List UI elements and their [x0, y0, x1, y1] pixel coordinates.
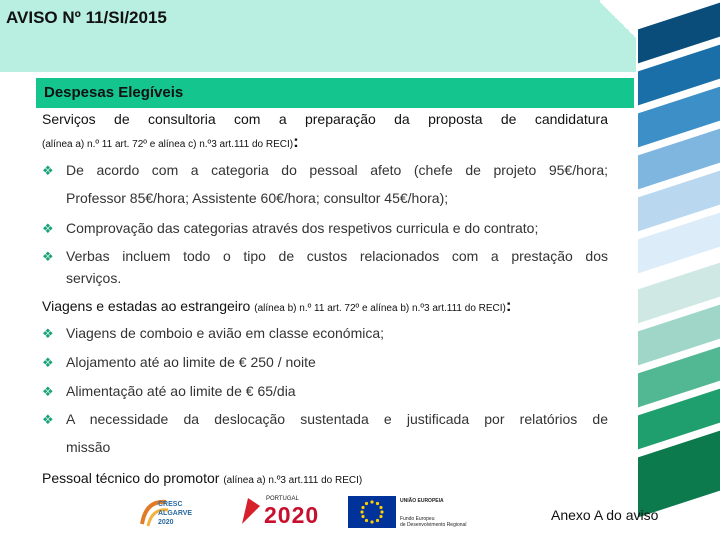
list-item: [42, 162, 608, 206]
bullet-continuation: missão: [66, 439, 111, 455]
consultoria-heading: Serviços de consultoria com a preparação da proposta de candidatura: [42, 111, 608, 127]
pessoal-heading: Pessoal técnico do promotor: [42, 470, 220, 486]
bullet-text: Comprovação das categorias através dos respetivos curricula e do contrato;: [66, 220, 539, 236]
diamond-bullet-icon: ❖: [42, 384, 54, 399]
consultoria-reference: (alínea a) n.º 11 art. 72º e alínea c) n.º3 art.111 do RECI): [42, 139, 294, 150]
list-item: [42, 325, 608, 341]
diamond-bullet-icon: ❖: [42, 221, 54, 236]
section-bar: [36, 78, 634, 108]
viagens-reference: (alínea b) n.º 11 art. 72º e alínea b) n.º3 art.111 do RECI): [254, 303, 506, 314]
list-item: [42, 411, 608, 455]
viagens-heading: Viagens e estadas ao estrangeiro: [42, 298, 251, 314]
slide-title: AVISO Nº 11/SI/2015: [6, 8, 167, 27]
bullet-text: Alojamento até ao limite de € 250 / noite: [66, 354, 316, 370]
section-title: Despesas Elegíveis: [44, 84, 184, 101]
eu-line1: UNIÃO EUROPEIA: [400, 498, 444, 504]
eu-text-block: [400, 498, 480, 532]
pessoal-reference: (alínea a) n.º3 art.111 do RECI): [223, 475, 363, 486]
bullet-text: Viagens de comboio e avião em classe económica;: [66, 325, 385, 341]
list-item: [42, 383, 608, 399]
portugal-small-text: PORTUGAL: [266, 496, 299, 502]
viagens-heading-line: [42, 296, 512, 316]
portugal-2020-logo: [238, 496, 342, 528]
pessoal-heading-line: [42, 470, 362, 486]
bullet-text: De acordo com a categoria do pessoal afeto (chefe de projeto 95€/hora;: [66, 162, 608, 178]
bullet-continuation: Professor 85€/hora; Assistente 60€/hora; consultor 45€/hora);: [66, 190, 449, 206]
bullet-text: Verbas incluem todo o tipo de custos relacionados com a prestação dos: [66, 248, 608, 264]
eu-stars-icon: [348, 496, 396, 528]
header-fold: [600, 0, 636, 40]
consultoria-colon: :: [293, 132, 299, 151]
portugal-logo-icon: [238, 496, 264, 526]
cresc-algarve-logo: [136, 494, 206, 530]
viagens-colon: :: [505, 296, 512, 315]
bullet-text: A necessidade da deslocação sustentada e justificada por relatórios de: [66, 411, 608, 427]
list-item: [42, 248, 608, 286]
diamond-bullet-icon: ❖: [42, 249, 54, 264]
cresc-logo-text: CRESC ALGARVE 2020: [158, 501, 193, 526]
eu-line3: de Desenvolvimento Regional: [400, 522, 467, 528]
list-item: [42, 354, 608, 370]
eu-line2: Fundo Europeu: [400, 516, 435, 522]
bullet-continuation: serviços.: [66, 270, 122, 286]
footer-note: Anexo A do aviso: [551, 507, 659, 523]
diamond-bullet-icon: ❖: [42, 355, 54, 370]
consultoria-reference-line: [42, 132, 299, 152]
diamond-bullet-icon: ❖: [42, 412, 54, 427]
diamond-bullet-icon: ❖: [42, 163, 54, 178]
bullet-text: Alimentação até ao limite de € 65/dia: [66, 383, 296, 399]
diamond-bullet-icon: ❖: [42, 326, 54, 341]
portugal-big-text: 2020: [264, 502, 320, 528]
list-item: [42, 220, 608, 236]
eu-flag: [348, 496, 396, 528]
